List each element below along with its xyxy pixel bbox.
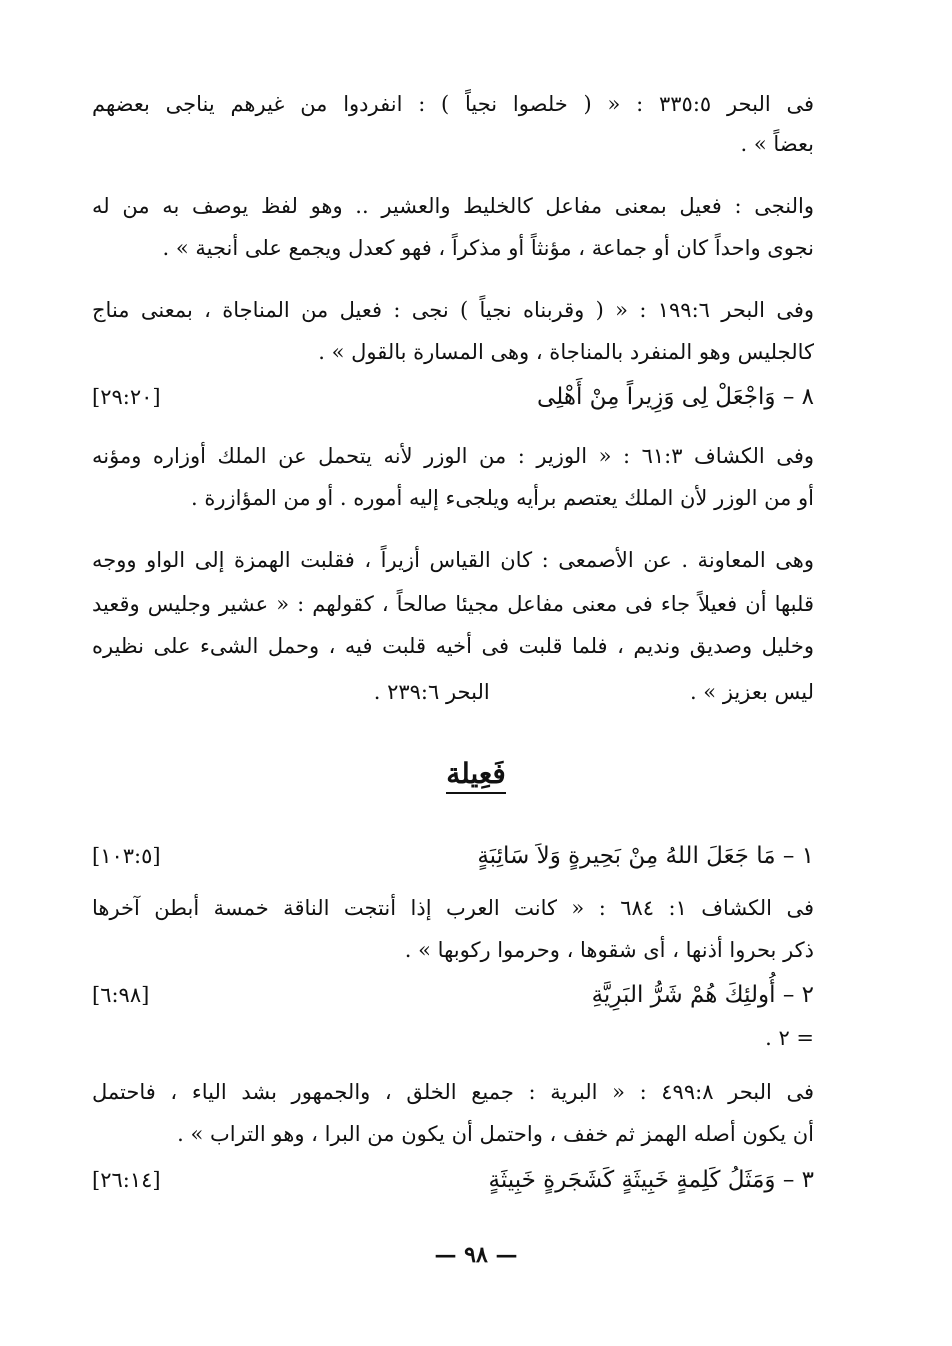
page-number: — ٩٨ — (434, 1242, 518, 1268)
text-line: وفى البحر ١٩٩:٦ : « ( وقربناه نجياً ) نجى : فعيل من المناجاة ، بمعنى مناج (92, 298, 814, 322)
quran-verse (92, 377, 814, 417)
text-line: أو من الوزر لأن الملك يعتصم برأيه ويلجىء إليه أموره . أو من المؤازرة . (191, 486, 814, 510)
verse-reference: [٦:٩٨] (92, 983, 150, 1007)
text-line: قلبها أن فعيلاً جاء فى معنى مفاعل مجيئا صالحاً ، كقولهم : « عشير وجليس وقعيد (92, 592, 814, 616)
text-line: فى الكشاف ١: ٦٨٤ : « كانت العرب إذا أنتجت الناقة خمسة أبطن آخرها (92, 896, 814, 920)
text-line: فى البحر ٣٣٥:٥ : « ( خلصوا نجياً ) : انفردوا من غيرهم يناجى بعضهم (92, 92, 814, 116)
section-heading: فَعِيلة (0, 752, 952, 796)
text-line: بعضاً » . (740, 132, 814, 156)
verse-reference: [١٠٣:٥] (92, 844, 161, 868)
text-line: وخليل وصديق ونديم ، فلما قلبت فى أخيه قلبت فيه ، وحمل الشىء على نظيره (92, 634, 814, 658)
verse-text: ٨ – وَاجْعَلْ لِى وَزِيراً مِنْ أَهْلِى (537, 384, 814, 410)
text-line: وفى الكشاف ٦١:٣ : « الوزير : من الوزر لأنه يتحمل عن الملك أوزاره ومؤنه (92, 444, 814, 468)
quran-verse (92, 1160, 814, 1200)
text-line: كالجليس وهو المنفرد بالمناجاة ، وهى المسارة بالقول » . (318, 340, 814, 364)
quran-verse (92, 975, 814, 1015)
text-line: والنجى : فعيل بمعنى مفاعل كالخليط والعشير .. وهو لفظ يوصف به من له (92, 194, 814, 218)
verse-reference: [٢٦:١٤] (92, 1168, 161, 1192)
verse-text: ٣ – وَمَثَلُ كَلِمةٍ خَبِيثَةٍ كَشَجَرةٍ خَبِيثَةٍ (488, 1167, 814, 1193)
continuation-mark: = ٢ . (765, 1026, 814, 1050)
text-line: ليس بعزيز » . البحر ٢٣٩:٦ . (373, 680, 814, 704)
text-line: نجوى واحداً كان أو جماعة ، مؤنثاً أو مذكراً ، فهو كعدل ويجمع على أنجية » . (162, 236, 814, 260)
verse-text: ٢ – أُولئِكَ هُمْ شَرُّ البَرِيَّةِ (591, 982, 814, 1008)
text-line: فى البحر ٤٩٩:٨ : « البرية : جميع الخلق ، والجمهور بشد الياء ، فاحتمل (92, 1080, 815, 1104)
verse-reference: [٢٩:٢٠] (92, 385, 161, 409)
text-line: ذكر بحروا أذنها ، أى شقوها ، وحرموا ركوبها » . (404, 938, 814, 962)
verse-text: ١ – مَا جَعَلَ اللهُ مِنْ بَحِيرةٍ وَلاَ سَائِبَةٍ (477, 843, 814, 869)
text-line: وهى المعاونة . عن الأصمعى : كان القياس أزيراً ، فقلبت الهمزة إلى الواو ووجه (92, 548, 814, 572)
quran-verse (92, 836, 814, 876)
text-line: أن يكون أصله الهمز ثم خفف ، واحتمل أن يكون من البرا ، وهو التراب » . (177, 1122, 814, 1146)
